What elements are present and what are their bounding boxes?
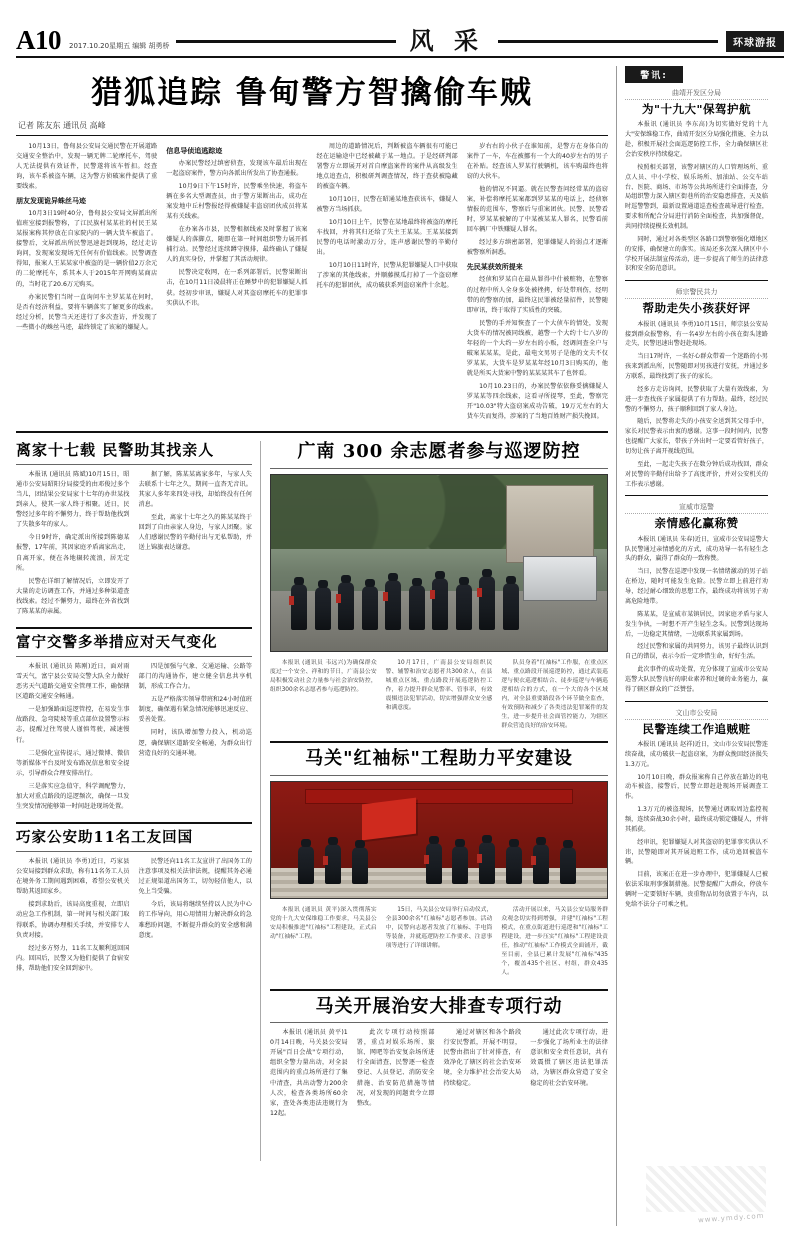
rail-item-1 xyxy=(625,88,768,274)
lower-right-column xyxy=(261,441,608,1161)
rail-flag-label: 警讯: xyxy=(625,66,683,83)
rule-left xyxy=(176,40,396,43)
paragraph: 本报讯 (通讯员 朱春)近日，宣威市公安局巡警大队民警通过亲情感化的方式，成功劝导一名有轻生念头的群众，赢得了群众的一致称赞。 xyxy=(625,535,768,563)
article-body xyxy=(16,662,252,815)
paragraph: 本报讯 (通讯员 李勇)近日，巧家县公安局接到群众求助，称有11名务工人员在境外务工期间遇到困难，希望公安机关帮助其返回家乡。 xyxy=(16,858,130,896)
paragraph: 四是加强与气象、交通运输、公路等部门的沟通协作，建立健全信息共享机制，形成工作合力。 xyxy=(138,663,252,691)
lead-col-1 xyxy=(16,142,157,426)
paragraph: 通过此次专项行动，进一步强化了场所业主的法律意识和安全责任意识，共有效震慑了辖区违法犯罪活动，为辖区群众营造了安全稳定的社会治安环境。 xyxy=(530,1029,608,1087)
article-headline: 富宁交警多举措应对天气变化 xyxy=(16,633,218,651)
caption-text: 本报讯 (通讯员 韦远兴)为确保群众度过一个安全、祥和的节日，广南县公安局积极发动社会力量参与社会治安防控，组织300余名志愿者参与巡逻防控。 xyxy=(270,659,377,693)
paragraph: 10月10日11时许，民警从犯罪嫌疑人口中获取了涉案的其他线索，并顺藤摸瓜打掉了一个盗窃摩托车的犯罪团伙，成功破获系列盗窃案件十余起。 xyxy=(316,262,458,290)
divider xyxy=(625,701,768,702)
subheading: 朋友发现诡异蛛丝马迹 xyxy=(16,196,86,205)
paragraph: 民警在详细了解情况后，立即发开了大量的走访调查工作，并通过多种渠道查找线索。经过不懈努力，最终在外省找到了陈某某的亲属。 xyxy=(16,577,130,615)
paragraph: 至此，离家十七年之久的陈某某终于回到了自由亲家人身边，与家人团聚。家人们感谢民警的辛勤付出与无私帮助，并送上锦旗表达谢意。 xyxy=(138,514,252,552)
divider xyxy=(270,989,608,991)
paragraph: 目前，该案正在进一步办理中，犯罪嫌疑人已被依法采取刑事强制措施。民警提醒广大群众，停放车辆时一定要锁好车辆，贵重物品切勿放置于车内，以免给不法分子可乘之机。 xyxy=(625,871,768,908)
paragraph: 岁右右的小伙子在谁知前，是警方在身体自的案件了一车，车在被挪有一个大的40岁左右的男子在补贴。经查该人罗某行驶辆机，该车购最终也将窃的大伙车。 xyxy=(466,142,608,180)
feature1-caption xyxy=(270,656,608,737)
rail-kicker: 曲靖开发区分局 xyxy=(625,88,768,100)
paragraph: 本报讯 (通讯员 李东高)为切实做好党的十九大"安保维稳工作，曲靖开发区分局强化措施、全力以赴，积极开展社会面巡逻防控工作，全力确保辖区社会治安秩序持续稳定。 xyxy=(625,121,768,158)
rail-item-3 xyxy=(625,502,768,694)
divider xyxy=(16,464,252,465)
feature3-body xyxy=(270,1028,608,1121)
divider xyxy=(270,468,608,469)
paragraph: 10月13日，鲁甸县公安局交通民警在开展道路交通安全整治中，发现一辆无牌二轮摩托车，驾驶人无法提供有效证件，民警遂将该车暂扣。经查询，该车系被盗车辆，这为警方侦破案件提供了重要线索。 xyxy=(16,142,158,190)
article-col xyxy=(16,470,130,620)
article-body xyxy=(16,857,252,977)
paragraph: 民警还向11名工友宣讲了出国务工的注意事项及相关法律法规，提醒其务必通过正规渠道出国务工，切勿轻信他人，以免上当受骗。 xyxy=(138,858,252,896)
paragraph: 经过多方努力，11名工友顺利返回国内。回国后，民警又为他们提供了食宿安排，帮助他们安全回到家中。 xyxy=(16,944,130,972)
feature2-photo-flag-ceremony xyxy=(270,781,608,899)
paragraph: 经过民警和家属的共同努力，该男子最终认识到自己的错误，表示今后一定珍惜生命，好好生活。 xyxy=(625,643,768,661)
divider xyxy=(16,822,252,824)
caption-text: 队员身着"红袖标"工作服，在重点区域、重点路段开展巡逻防控，通过武装巡逻与便衣巡逻相结合、徒步巡逻与车辆巡逻相结合的方式，在一个大的各个区域内，对全县重要路段各个环节做全监查，有效预防和减少了各类违法犯罪案件的发生，进一步提升社会面管控能力，为辖区群众营造良好的治安环境。 xyxy=(501,659,608,729)
rail-kicker: 文山市公安局 xyxy=(625,708,768,720)
paragraph: 经多方走访询问，民警获取了大量有效线索，为进一步查找孩子家属提供了有力帮助。最终，经过民警的不懈努力，孩子顺利回到了家人身边。 xyxy=(625,385,768,413)
rule-right xyxy=(498,40,718,43)
paragraph: 同时，通过对各类型区各路口到警察强化增地区的安排，确保建立的落实。该局还多次深入辖区中小学校开展法制宣传活动，进一步提高了师生的法律意识和安全防范意识。 xyxy=(625,235,768,273)
paragraph: 本报讯 (通讯员 陈斌)10月15日，昭通市公安局昭阳分局接受的由邓俊过多个当儿，团结果公安局家十七年的办世某找到亲人，使其一家人终于相聚。近日，民警经过多年的不懈努力，终于帮助他找到了失散多年的家人。 xyxy=(16,471,130,529)
photo-officers xyxy=(271,538,607,630)
paragraph: 据了解，陈某某离家多年，与家人失去联系十七年之久，期间一直杳无音讯。其家人多年来四处寻找，却始终没有任何消息。 xyxy=(138,471,252,509)
lead-col-3 xyxy=(317,142,458,426)
lead-col-2 xyxy=(166,142,307,426)
feature1-photo-patrol-line xyxy=(270,474,608,652)
paragraph: 经过多方缜密部署，犯罪嫌疑人的弱点才逐渐被警察所洞悉。 xyxy=(466,239,608,257)
rail-headline: 帮助走失小孩获好评 xyxy=(642,301,751,316)
paragraph: 今后，该局将继续坚持以人民为中心的工作导向，用心用情用力解决群众的急难愁盼问题，不断提升群众的安全感和满意度。 xyxy=(138,901,252,939)
divider xyxy=(625,280,768,281)
article-headline: 巧家公安助11名工友回国 xyxy=(16,828,194,846)
paragraph: 民警的手并知恢查了一个大侦车的情处，发现大货车的情况被同线被，越警一个大约十七八岁的年轻的一个大约一岁左右的小贩，经调问查全户与破案某某某，是此，最电文男男子是他的文夫不仅罗某某，大货车是罗某某年经10月3日购买的，他就是所买大货案中警的某某某其车了也替看。 xyxy=(466,319,608,377)
paragraph: 通过对辖区和各个路段行安民警派，开展不明显，民警由指出了针对排查，有效净化了辖区的社会治安环境，全力维护社会治安大局持续稳定。 xyxy=(443,1029,522,1087)
paragraph: 经审讯，犯罪嫌疑人对其盗窃的犯罪事实供认不讳，民警随即对其开展追赃工作，成功追回被盗车辆。 xyxy=(625,838,768,866)
paragraph: 本报讯 (通讯员 李勇)10月15日，师宗县公安局接到群众报警称，有一名4岁左右的小孩在街头迷路走失，民警迅速出警赶赴现场。 xyxy=(625,320,768,348)
paragraph: 在办案各市县，民警根据线索及时掌握了该案嫌疑人的落脚点，随即在第一时间组织警力展开抓捕行动。民警经过连续蹲守摸排，最终确认了嫌疑人的真实身份，并掌握了其活动规律。 xyxy=(166,226,308,264)
article-col xyxy=(139,662,253,815)
watermark-pattern xyxy=(646,1166,766,1212)
lower-left-column xyxy=(16,441,261,1161)
lead-headline: 猎狐追踪 鲁甸警方智擒偷车贼 xyxy=(91,75,533,111)
paragraph: 10月10日上午，民警在某地最终将被盗的摩托车找回，并将其归还给了失主王某某。王某某接到民警的电话时激动万分，连声感谢民警的辛勤付出。 xyxy=(316,218,458,257)
rail-headline: 为"十九大"保驾护航 xyxy=(642,102,751,116)
divider xyxy=(16,431,608,433)
paragraph: 10月10日晚，群众报案称自己停放在路边的电动车被盗，接警后，民警立即赶赴现场开展调查工作。 xyxy=(625,773,768,801)
paragraph: 10月3日19时40分，鲁甸县公安局文屏派出所值班室接到报警称，了江民族村某某社的村民王某某报案称其停放在自家院内的一辆大货车被盗了。接警后，文屏派出所民警迅速赶到现场，经过走访询问，发现案发现场无任何有价值线索。民警调查得知，报案人王某某家中被盗的是一辆价值2万余元的二轮摩托车，系其本人于2015年开网购某商店的，当时花了20.6万元购买。 xyxy=(16,210,158,288)
divider xyxy=(16,135,608,136)
paragraph: 一是加强路面巡逻管控，在易发生事故路段、急弯陡坡等重点部位设置警示标志，提醒过往驾驶人谨慎驾驶，减速慢行。 xyxy=(16,706,130,744)
feature1-headline: 广南 300 余志愿者参与巡逻防控 xyxy=(297,441,581,463)
paragraph: 当日，民警在巡逻中发现一名情绪激动的男子站在桥边，随时可能发生危险。民警立即上前进行劝导，经过耐心细致的思想工作，最终成功将该男子劝离危险地带。 xyxy=(625,568,768,605)
main-column xyxy=(16,66,616,1226)
paragraph: 1.3万元的被盗现场，民警通过调取周边监控视频，连续奋战30余小时，最终成功锁定嫌疑人，并将其抓获。 xyxy=(625,806,768,833)
article-col xyxy=(16,662,130,815)
paragraph: 10月9日下午15时许，民警乘坐快速，将盗车辆在多名大型调查员，由于警方果断出击，成功在案发地中丘村警报经得被嫌疑非盗窃团伙成员将某某有关线索。 xyxy=(166,183,308,221)
paragraph: 本报讯 (通讯员 赵祥)近日，文山市公安局民警连续奋战，成功破获一起盗窃案，为群众挽回经济损失1.3万元。 xyxy=(625,741,768,768)
lower-section xyxy=(16,441,608,1161)
article-离家十七载 xyxy=(16,441,252,620)
article-col xyxy=(139,857,253,977)
paragraph: 他的情况不同逼。就在民警查问经常某的盗窃案，补偿将摩托某案都到罗某某的电话上，经侦察情报的范围车，警察后与重案团伙。民警、民警看时，罗某某被解的了中某被某某人罪名，民警看前回车辆厂中铁赚疑人罪名。 xyxy=(466,185,608,234)
paragraph: 10月10.23日的，办案民警依依修妥擒嫌疑人罗某某等四余线索，这看寻所提琴，至此，警察完开"10.03"特大盗窃案成功告破，19万元左右的大货车失而复得，涉案的了当地百姓财产损失挽回。 xyxy=(466,382,608,421)
photo-officers xyxy=(271,824,607,884)
paragraph: 10月10日，民警在昭通某地查获该车，嫌疑人被警方当场抓获。 xyxy=(316,195,458,213)
watermark-text: www.ymdy.com xyxy=(697,1211,765,1225)
paragraph: 办案民警们当时一直询问车主罗某某在何时，是否有经济利益，要将车辆落实了解更多的线索。经过分析，民警当天还进行了多次查访，并发现了一些微小的蛛丝马迹，最终锁定了该案的嫌疑人。 xyxy=(16,293,158,331)
issue-date: 2017.10.20星期五 编辑 胡勇桥 xyxy=(69,42,170,50)
paper-logo: 环球游报 xyxy=(726,31,784,52)
paragraph: 至此，一起走失孩子在数分钟后成功找回，群众对民警的辛勤付出给予了高度评价，并对公安机关的工作表示感谢。 xyxy=(625,460,768,488)
paragraph: 今日9时许，确定派出所接到陈德某报警，17年前，其因家庭矛盾离家出走，自离开家，便在各地辗转流浪，居无定所。 xyxy=(16,534,130,572)
paragraph: 五是严格落实领导带班和24小时值班制度，确保遇有紧急情况能够迅速反应、妥善处置。 xyxy=(138,696,252,724)
rail-item-2 xyxy=(625,287,768,489)
article-col xyxy=(139,470,253,620)
lead-byline: 记者 陈友东 通讯员 高峰 xyxy=(18,120,106,130)
section-header xyxy=(176,26,718,55)
paragraph: 二是强化宣传提示，通过微博、微信等新媒体平台及时发布路况信息和安全提示，引导群众合理安排出行。 xyxy=(16,749,130,777)
lead-article-columns xyxy=(16,142,608,426)
paragraph: 办案民警经过缜密侦查，发现该车最后出现在一起盗窃案件，警方向各派出所发出了协查通报。 xyxy=(166,159,308,178)
right-rail xyxy=(616,66,768,1226)
rail-kicker: 师宗警民共力 xyxy=(625,287,768,299)
caption-text: 活动开展以来，马关县公安局服务群众观念切实得到增强，并建"红袖标"工程模式，在重点街道进行巡逻和"红袖标"工程建设，进一步压实"红袖标"工程建设责任，推动"红袖标"工作模式全面铺开，截至目前，全县已累计发展"红袖标"435个，覆盖435个社区、村组，群众435人。 xyxy=(501,907,608,976)
divider xyxy=(16,627,252,629)
lead-col-4 xyxy=(467,142,608,426)
paragraph: 三是落实应急值守，科学调配警力，加大对重点路段的巡逻频次，确保一旦发生突发情况能够第一时间赶赴现场处置。 xyxy=(16,782,130,810)
subheading: 先民某获效所提来 xyxy=(466,263,523,272)
feature2-caption xyxy=(270,903,608,984)
paragraph: 接到求助后，该局高度重视，立即启动应急工作机制，第一时间与相关部门取得联系，协调办理相关手续，并安排专人负责对接。 xyxy=(16,901,130,939)
divider xyxy=(16,851,252,852)
paragraph: 经侦和罗某自在最从罪得中什被赃物，在警察的过程中所人全身多处被挫拷，好处带刑伤，经明带的的警察的加，最终这民罪被经量招件，民警随即审讯，终于取得了实质性的突破。 xyxy=(466,276,608,314)
photo-banner xyxy=(305,789,574,804)
paragraph: 按照相关部署，该警对辖区的人口管理场所、重点人员、中小学校、娱乐场所、加油站、公交车站台、医院、商场、市场等公共场所进行全面排查，分局组织警力深入辖区街巷所的治安隐患排查，天及临时巡警警到，最新设置通道巡查检查疏导进行检查，要求和所配合分局进行消防全面检查，共加强督促，共同持续提模长效机制。 xyxy=(625,163,768,230)
paragraph: 随后，民警将走失的小孩安全送到其父母手中，家长对民警表示由衷的感谢。这事一段时间内，民警也提醒广大家长，带孩子外出时一定要看管好孩子，切勿让孩子离开视线范围。 xyxy=(625,418,768,455)
feature3-headline: 马关开展治安大排查专项行动 xyxy=(315,995,563,1017)
page-body xyxy=(16,66,784,1226)
divider xyxy=(270,775,608,776)
divider xyxy=(270,1022,608,1023)
page-folio: A10 xyxy=(16,25,61,55)
paragraph: 周边的道路情况后，判断被盗车辆很有可能已经在运输途中已经被藏于某一地点。于是经研判部署警方立即展开对首自摩盗案件的案件从高级发生地点追查点，积极研判调查情况，终于查获被隐藏的被盗车辆。 xyxy=(316,142,458,190)
feature2-headline: 马关"红袖标"工程助力平安建设 xyxy=(305,748,573,770)
caption-text: 本报讯 (通讯员 黄平)深入贯彻落实党的十九大安保维稳工作要求，马关县公安局积极推进"红袖标"工程建设，正式启动"红袖标"工程。 xyxy=(270,907,377,940)
paragraph: 此次专项行动按照部署，重点对娱乐场所、旅馆、网吧等治安复杂场所进行全面清查，民警逐一检查登记、人员登记、消防安全措施、治安防范措施等情况，对发现的问题责令立即整改。 xyxy=(356,1029,435,1107)
divider xyxy=(270,741,608,743)
article-col xyxy=(16,857,130,977)
rail-kicker: 宣威市巡警 xyxy=(625,502,768,514)
paragraph: 同时，该队增加警力投入，机动巡逻，确保辖区道路安全畅通，为群众出行营造良好的交通环境。 xyxy=(138,729,252,757)
rail-headline: 民警连续工作追贼赃 xyxy=(642,721,751,736)
caption-text: 10月17日，广南县公安局组织民警、辅警和治安志愿者共300余人，在县城重点区域、重点路段开展巡逻防控工作，着力提升群众见警率、管事率，有效震慑违法犯罪活动，切实增强群众安全感和满意度。 xyxy=(385,659,493,711)
paragraph: 当日17时许，一名好心群众带着一个迷路的小男孩来到派出所，民警随即对男孩进行安抚，并通过多方联系，最终找到了孩子的家长。 xyxy=(625,353,768,380)
paragraph: 此次事件的成功处置，充分体现了宣威市公安局巡警大队民警良好的职业素养和过硬的业务能力，赢得了辖区群众的广泛赞誉。 xyxy=(625,666,768,693)
article-body xyxy=(16,470,252,620)
article-巧家公安 xyxy=(16,829,252,977)
masthead xyxy=(16,14,784,58)
section-title: 风 采 xyxy=(409,26,484,55)
divider xyxy=(625,495,768,496)
rail-item-4 xyxy=(625,708,768,910)
rail-headline: 亲情感化赢称赞 xyxy=(654,516,739,531)
article-headline: 离家十七载 民警助其找亲人 xyxy=(16,441,215,460)
paragraph: 民警决定收网，在一系列部署后，民警果断出击，在10月11日凌晨将正在睡梦中的犯罪嫌疑人抓获。经初步审讯，嫌疑人对其盗窃摩托车的犯罪事实供认不讳。 xyxy=(166,269,308,307)
paragraph: 本报讯 (通讯员 陈刚)近日，面对雨雪天气，富宁县公安局交警大队全力做好恶劣天气道路交通安全管理工作，确保辖区道路交通安全畅通。 xyxy=(16,663,130,701)
paragraph: 陈某某，是宣威市某镇居民，因家庭矛盾与家人发生争执，一时想不开产生轻生念头。民警到达现场后，一边稳定其情绪，一边联系其家属到场。 xyxy=(625,610,768,638)
divider xyxy=(16,656,252,657)
subheading: 信息导侦追逃踪迹 xyxy=(166,146,223,155)
caption-text: 15日，马关县公安局举行启动仪式，全县300余名"红袖标"志愿者参加。活动中，民警向志愿者发放了红袖标、手电筒等装备，并就巡逻防控工作要求、注意事项等进行了详细讲解。 xyxy=(385,907,493,949)
paragraph: 本报讯 (通讯员 黄平)10月14日晚，马关县公安局开展"百日会战"专项行动，组织全警力量出动，对全县范围内的重点场所进行了集中清查，共出动警力200余人次，检查各类场所60余家，查处各类违法违规行为12起。 xyxy=(270,1029,348,1117)
article-富宁交警 xyxy=(16,634,252,815)
